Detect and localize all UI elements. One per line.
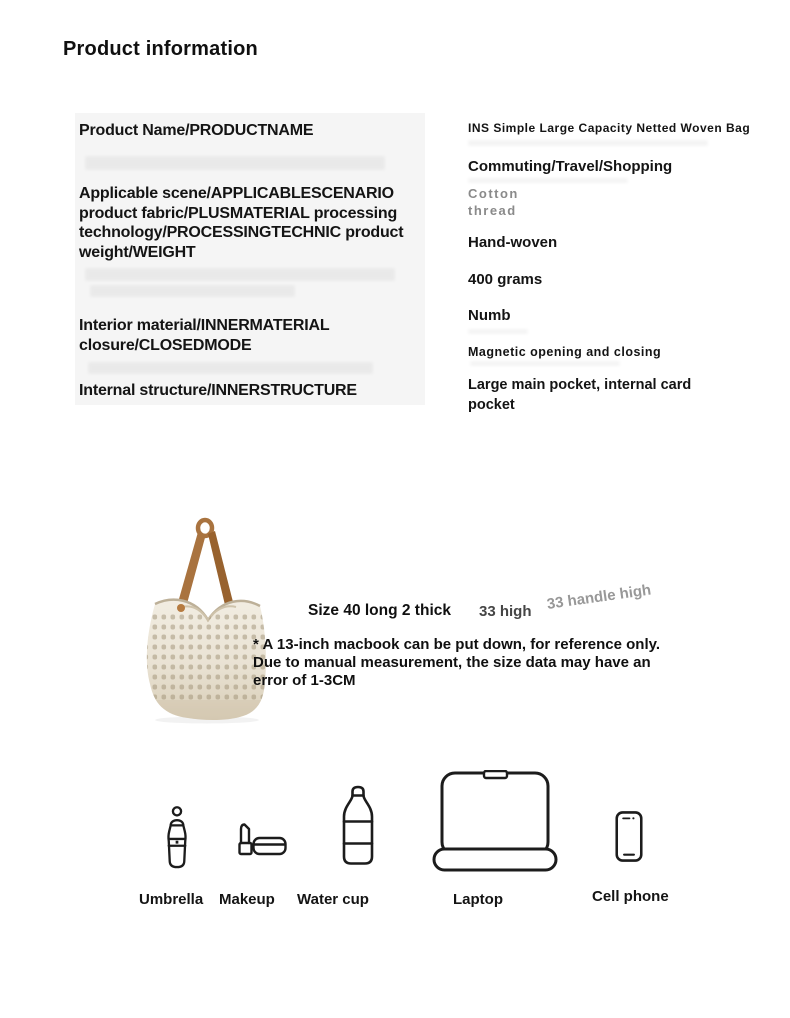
spec-value-weight: 400 grams [468, 271, 543, 288]
spec-label-scene-fabric-weight: Applicable scene/APPLICABLESCENARIO product fabric/PLUSMATERIAL processing technology/PROCESSINGTECHNIC product weight/WEIGHT [79, 185, 404, 261]
umbrella-icon [160, 806, 194, 870]
ghost-artifact [470, 361, 620, 366]
water-cup-icon [340, 784, 376, 869]
cell-phone-icon [614, 810, 644, 863]
spec-value-scene: Commuting/Travel/Shopping [468, 158, 673, 175]
size-dimensions-label: Size 40 long 2 thick [308, 602, 451, 619]
capacity-item-label-laptop: Laptop [453, 891, 503, 908]
capacity-item-label-cell-phone: Cell phone [592, 888, 669, 905]
spec-value-structure: Large main pocket, internal card pocket [468, 377, 692, 413]
page-title: Product information [63, 38, 258, 60]
ghost-artifact [468, 329, 528, 334]
size-disclaimer-line: error of 1-3CM [253, 672, 356, 690]
spec-label-internal-structure: Internal structure/INNERSTRUCTURE [79, 382, 357, 399]
size-disclaimer-line: Due to manual measurement, the size data may have an [253, 654, 651, 672]
capacity-item-label-water-cup: Water cup [297, 891, 369, 908]
woven-bag-illustration [142, 512, 312, 724]
ghost-artifact [90, 285, 295, 297]
ghost-artifact [468, 178, 628, 183]
makeup-icon [237, 819, 287, 857]
spec-value-closure: Magnetic opening and closing [468, 345, 662, 359]
size-disclaimer [253, 636, 660, 691]
spec-label-interior-closure: Interior material/INNERMATERIAL closure/CLOSEDMODE [79, 317, 330, 354]
ghost-artifact [85, 268, 395, 281]
ghost-artifact [85, 156, 385, 170]
capacity-item-label-umbrella: Umbrella [139, 891, 204, 908]
spec-value-interior: Numb [468, 307, 511, 324]
ghost-artifact [88, 362, 373, 374]
size-height-label: 33 high [479, 603, 532, 620]
spec-value-product-name: INS Simple Large Capacity Netted Woven Bag [468, 121, 751, 135]
spec-value-fabric: Cotton thread [468, 186, 519, 218]
spec-value-technology: Hand-woven [468, 234, 558, 251]
spec-label-product-name: Product Name/PRODUCTNAME [79, 122, 314, 139]
ghost-artifact [468, 140, 708, 146]
size-handle-label: 33 handle high [545, 581, 653, 613]
product-photo-woven-bag [142, 512, 312, 724]
size-disclaimer-line: * A 13-inch macbook can be put down, for reference only. [253, 636, 661, 653]
capacity-item-label-makeup: Makeup [219, 891, 275, 908]
laptop-icon [432, 770, 558, 872]
